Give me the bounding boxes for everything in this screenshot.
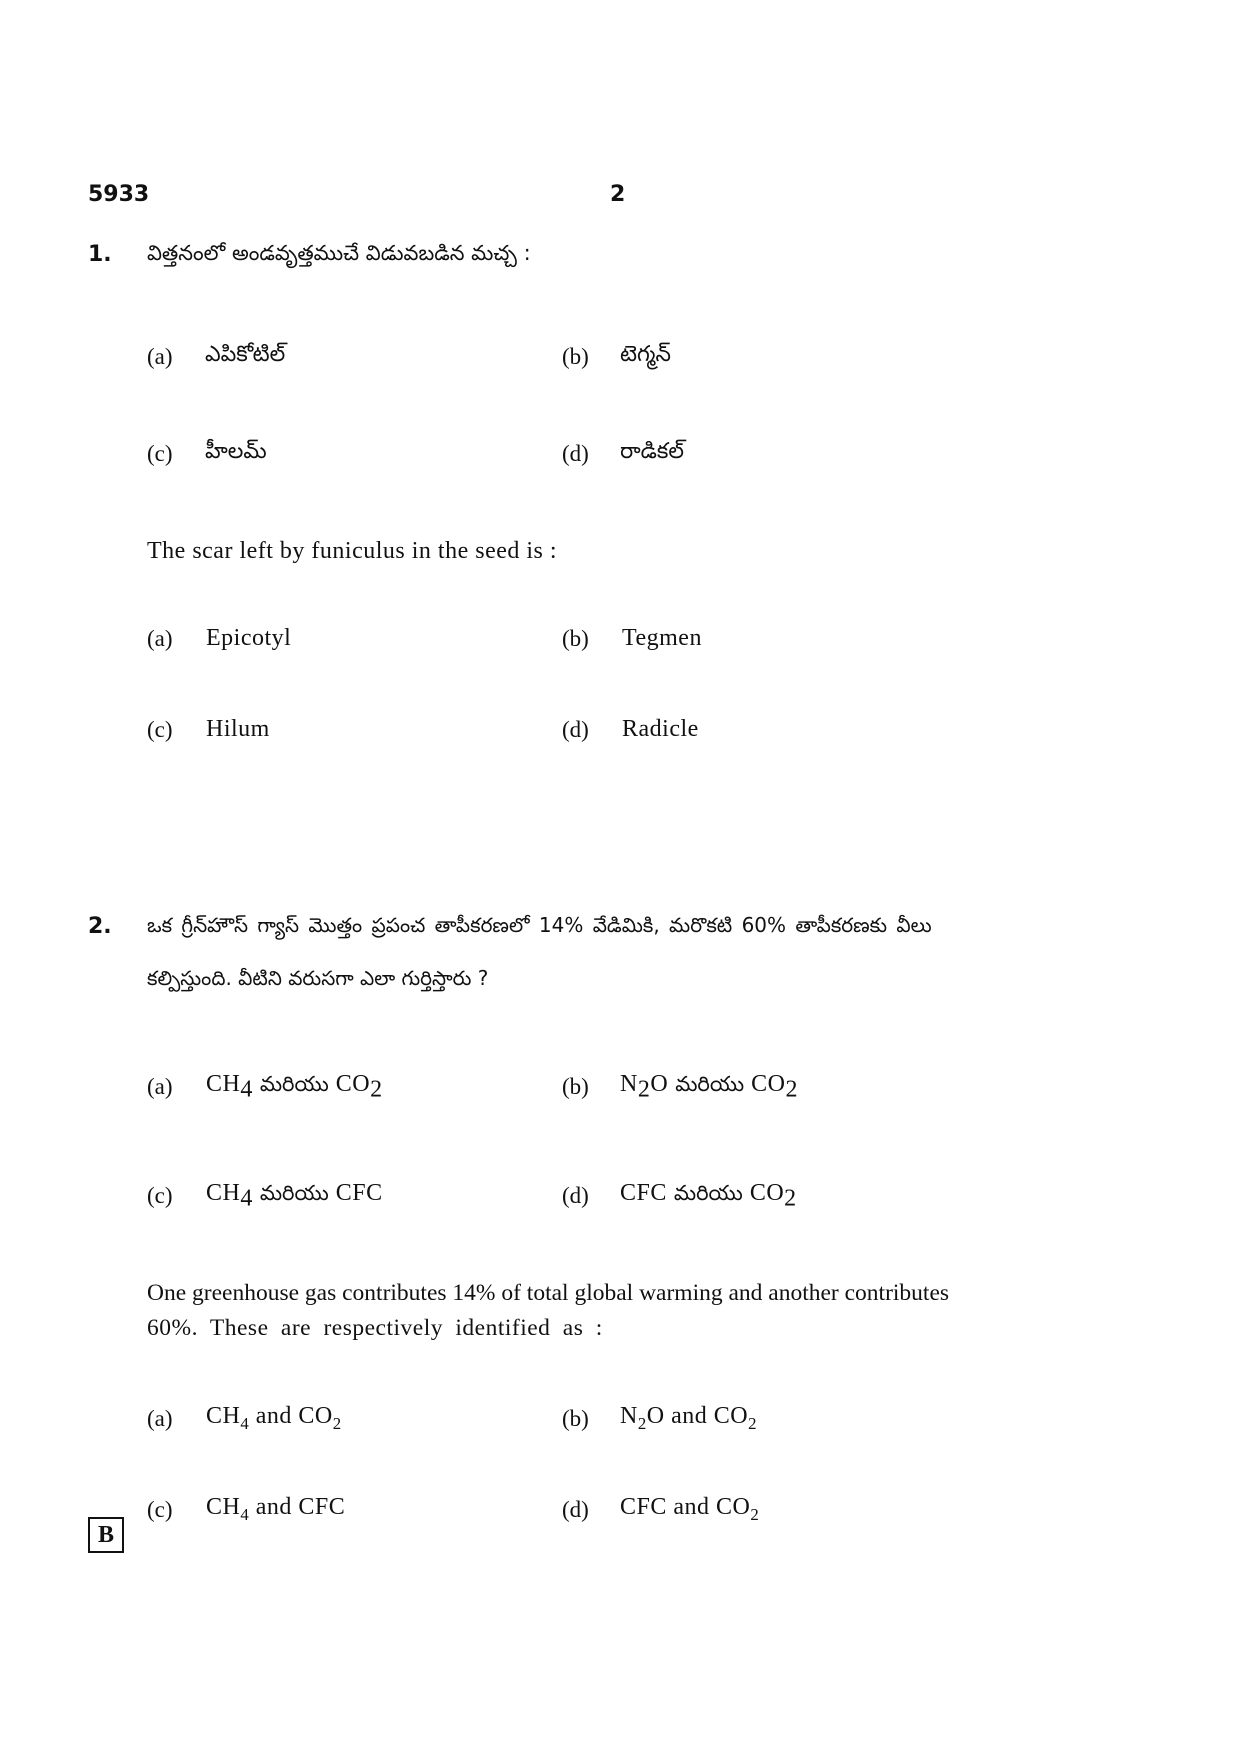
q1-english-label-d: (d) bbox=[562, 717, 589, 742]
q2-english-label-b: (b) bbox=[562, 1406, 589, 1431]
question-2-english-stem-line1: One greenhouse gas contributes 14% of total global warming and another contributes bbox=[147, 1280, 950, 1306]
question-2-number: 2. bbox=[88, 914, 112, 939]
q2-telugu-label-d: (d) bbox=[562, 1183, 589, 1208]
q2-telugu-option-c: $CH_4$ మరియు CFC bbox=[206, 1180, 383, 1212]
q1-telugu-option-c: హీలమ్ bbox=[205, 439, 267, 464]
question-2-telugu-stem-line1: ఒక గ్రీన్‌హౌస్ గ్యాస్ మొత్తం ప్రపంచ తాపీకరణలో 14% వేడిమికి, మరొకటి 60% తాపీకరణకు వీలు bbox=[147, 913, 932, 937]
q1-english-option-a: Epicotyl bbox=[206, 625, 292, 651]
q2-english-label-d: (d) bbox=[562, 1497, 589, 1522]
q1-english-option-b: Tegmen bbox=[622, 625, 702, 651]
q2-english-option-d: CFC and $CO_2$ bbox=[620, 1494, 760, 1524]
question-2-telugu-stem-line2: కల్పిస్తుంది. వీటిని వరుసగా ఎలా గుర్తిస్తారు ? bbox=[147, 966, 489, 990]
q2-telugu-option-b: $N_2O$ మరియు $CO_2$ bbox=[620, 1071, 798, 1103]
question-2-english-stem-line2: 60%. These are respectively identified as : bbox=[147, 1315, 603, 1341]
q1-telugu-label-a: (a) bbox=[147, 344, 173, 369]
q2-telugu-label-a: (a) bbox=[147, 1074, 173, 1099]
q1-telugu-option-a: ఎపికోటిల్ bbox=[205, 342, 286, 367]
q2-telugu-label-c: (c) bbox=[147, 1183, 173, 1208]
q2-english-option-a: $CH_4$ and $CO_2$ bbox=[206, 1403, 342, 1433]
q1-english-option-c: Hilum bbox=[206, 716, 270, 742]
q2-telugu-label-b: (b) bbox=[562, 1074, 589, 1099]
q2-english-label-a: (a) bbox=[147, 1406, 173, 1431]
q1-telugu-label-c: (c) bbox=[147, 441, 173, 466]
q2-telugu-option-d: CFC మరియు $CO_2$ bbox=[620, 1180, 797, 1212]
q1-english-option-d: Radicle bbox=[622, 716, 699, 742]
q1-telugu-label-b: (b) bbox=[562, 344, 589, 369]
question-1-number: 1. bbox=[88, 242, 112, 267]
q2-telugu-option-a: $CH_4$ మరియు $CO_2$ bbox=[206, 1071, 383, 1103]
q1-telugu-label-d: (d) bbox=[562, 441, 589, 466]
q2-english-option-c: $CH_4$ and CFC bbox=[206, 1494, 346, 1524]
q1-telugu-option-d: రాడికల్ bbox=[620, 439, 684, 464]
paper-code: 5933 bbox=[88, 182, 150, 207]
booklet-series-box: B bbox=[88, 1517, 124, 1553]
question-1-english-stem: The scar left by funiculus in the seed is : bbox=[147, 538, 558, 564]
q1-english-label-b: (b) bbox=[562, 626, 589, 651]
page-number: 2 bbox=[610, 182, 626, 207]
q1-english-label-c: (c) bbox=[147, 717, 173, 742]
q1-telugu-option-b: టెగ్మన్ bbox=[620, 342, 671, 367]
q2-english-label-c: (c) bbox=[147, 1497, 173, 1522]
q1-english-label-a: (a) bbox=[147, 626, 173, 651]
question-1-telugu-stem: విత్తనంలో అండవృత్తముచే విడువబడిన మచ్చ : bbox=[147, 241, 531, 265]
q2-english-option-b: $N_2O$ and $CO_2$ bbox=[620, 1403, 757, 1433]
